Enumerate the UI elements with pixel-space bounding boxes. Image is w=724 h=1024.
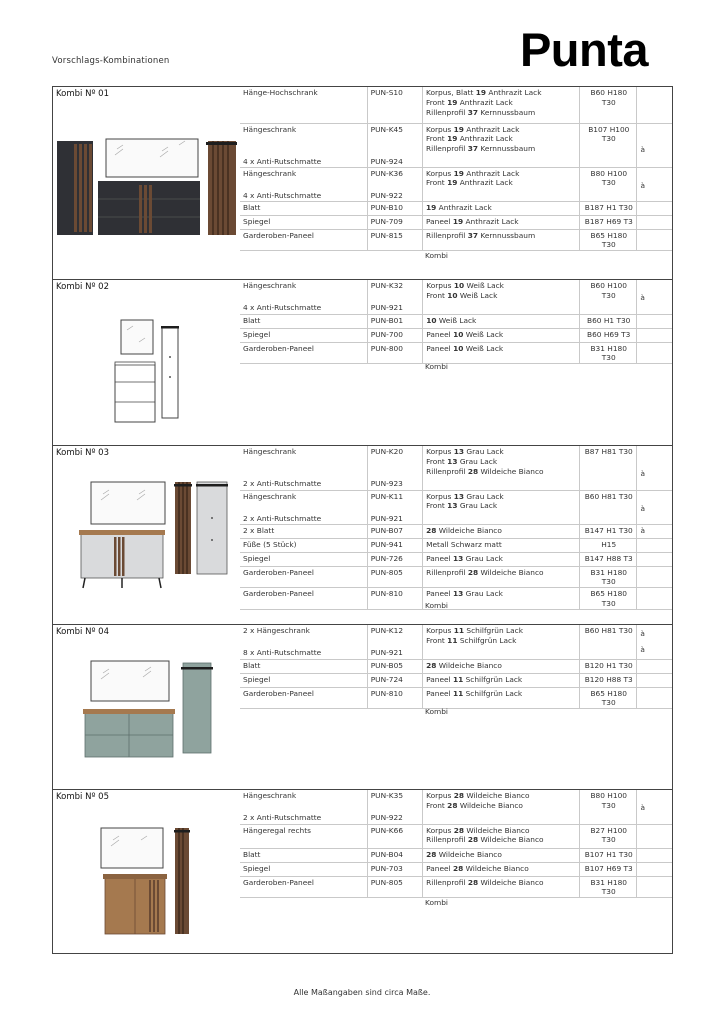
item-desc: Korpus 19 Anthrazit Lack Front 19 Anthrazit Lack <box>423 167 580 201</box>
item-dimensions: B31 H180 T30 <box>580 566 637 588</box>
item-unit: à <box>637 790 672 824</box>
mirror-icon <box>106 139 198 177</box>
cabinet-icon <box>103 874 167 934</box>
item-name: Spiegel <box>240 328 367 342</box>
furniture-illustration <box>57 812 237 942</box>
item-dimensions: B65 H180 T30 <box>580 588 637 610</box>
item-desc: 10 Weiß Lack <box>423 314 580 328</box>
table-row <box>240 524 672 538</box>
item-name: Hängeschrank 4 x Anti-Rutschmatte <box>240 280 367 314</box>
table-row <box>240 314 672 328</box>
coat-panel-icon <box>196 482 228 574</box>
product-table <box>240 446 672 610</box>
item-name: 2 x Hängeschrank 8 x Anti-Rutschmatte <box>240 625 367 659</box>
item-desc: Paneel 13 Grau Lack <box>423 588 580 610</box>
table-row <box>240 215 672 229</box>
item-name: Garderoben-Paneel <box>240 566 367 588</box>
table-row <box>240 342 672 364</box>
item-code: PUN-810 <box>367 588 422 610</box>
item-code: PUN-810 <box>367 687 422 709</box>
item-desc: Paneel 10 Weiß Lack <box>423 328 580 342</box>
item-unit: à à <box>637 625 672 659</box>
item-code: PUN-K66 <box>367 824 422 848</box>
mirror-icon <box>101 828 163 868</box>
item-desc: Paneel 13 Grau Lack <box>423 552 580 566</box>
footer-note: Alle Maßangaben sind circa Maße. <box>293 988 431 997</box>
table-row <box>240 588 672 610</box>
hochschrank-icon <box>57 141 93 235</box>
kombi-title: Kombi Nº 02 <box>56 282 109 292</box>
table-row <box>240 123 672 167</box>
item-name: Hänge-Hochschrank <box>240 87 367 123</box>
item-desc: Paneel 11 Schilfgrün Lack <box>423 673 580 687</box>
item-code: PUN-709 <box>367 215 422 229</box>
item-code: PUN-805 <box>367 876 422 898</box>
item-unit: à <box>637 490 672 524</box>
table-row <box>240 659 672 673</box>
item-name: Füße (5 Stück) <box>240 538 367 552</box>
table-row <box>240 446 672 490</box>
item-desc: Rillenprofil 28 Wildeiche Bianco <box>423 566 580 588</box>
kombi-label: Kombi <box>425 898 448 907</box>
kombi-section-04 <box>53 625 672 790</box>
item-code: PUN-K45 PUN-924 <box>367 123 422 167</box>
kombi-section-01 <box>53 87 672 280</box>
item-name: Blatt <box>240 201 367 215</box>
table-row <box>240 538 672 552</box>
sideboard-icon <box>98 181 200 235</box>
item-dimensions: B187 H69 T3 <box>580 215 637 229</box>
item-name: Hängeschrank 2 x Anti-Rutschmatte <box>240 446 367 490</box>
table-row <box>240 848 672 862</box>
kombi-title: Kombi Nº 04 <box>56 627 109 637</box>
item-name: Garderoben-Paneel <box>240 342 367 364</box>
item-dimensions: B60 H180 T30 <box>580 87 637 123</box>
item-desc: Korpus 28 Wildeiche Bianco Front 28 Wildeiche Bianco <box>423 790 580 824</box>
kombi-label: Kombi <box>425 601 448 610</box>
item-code: PUN-B10 <box>367 201 422 215</box>
item-unit <box>637 848 672 862</box>
item-dimensions: B65 H180 T30 <box>580 229 637 251</box>
item-dimensions: B147 H88 T3 <box>580 552 637 566</box>
item-code: PUN-K11 PUN-921 <box>367 490 422 524</box>
coat-panel-icon <box>161 326 179 418</box>
item-dimensions: B187 H1 T30 <box>580 201 637 215</box>
coat-panel-icon <box>174 828 190 934</box>
table-row <box>240 790 672 824</box>
item-desc: Korpus 11 Schilfgrün Lack Front 11 Schilfgrün Lack <box>423 625 580 659</box>
item-dimensions: B60 H69 T3 <box>579 328 636 342</box>
item-name: Hängeschrank 2 x Anti-Rutschmatte <box>240 490 367 524</box>
item-name: Garderoben-Paneel <box>240 588 367 610</box>
item-unit <box>637 314 672 328</box>
kombi-section-03 <box>53 446 672 625</box>
item-desc: 28 Wildeiche Bianco <box>423 848 580 862</box>
item-unit <box>637 342 672 364</box>
item-dimensions: B31 H180 T30 <box>580 876 637 898</box>
item-name: Blatt <box>240 659 367 673</box>
table-row <box>240 876 672 898</box>
item-name: Blatt <box>240 314 367 328</box>
item-unit <box>637 552 672 566</box>
kombi-title: Kombi Nº 03 <box>56 448 109 458</box>
item-desc: Paneel 11 Schilfgrün Lack <box>423 687 580 709</box>
item-code: PUN-K20 PUN-923 <box>367 446 422 490</box>
item-dimensions: B87 H81 T30 <box>580 446 637 490</box>
product-table <box>240 625 672 709</box>
furniture-illustration <box>57 109 237 239</box>
item-unit <box>637 87 672 123</box>
item-unit: à <box>637 167 672 201</box>
item-unit: à <box>637 446 672 490</box>
product-table <box>240 790 672 898</box>
kombi-label: Kombi <box>425 362 448 371</box>
item-desc: Metall Schwarz matt <box>423 538 580 552</box>
item-unit: à <box>637 524 672 538</box>
item-name: Spiegel <box>240 673 367 687</box>
table-row <box>240 87 672 123</box>
item-unit <box>637 201 672 215</box>
item-code: PUN-941 <box>367 538 422 552</box>
item-code: PUN-724 <box>367 673 422 687</box>
item-code: PUN-B07 <box>367 524 422 538</box>
item-desc: Paneel 19 Anthrazit Lack <box>423 215 580 229</box>
item-name: Garderoben-Paneel <box>240 229 367 251</box>
item-dimensions: B120 H1 T30 <box>580 659 637 673</box>
kombi-title: Kombi Nº 05 <box>56 792 109 802</box>
item-desc: Paneel 10 Weiß Lack <box>423 342 580 364</box>
item-code: PUN-B04 <box>367 848 422 862</box>
coat-panel-icon <box>206 141 237 235</box>
table-row <box>240 167 672 201</box>
item-code: PUN-K32 PUN-921 <box>367 280 422 314</box>
item-unit <box>637 215 672 229</box>
table-row <box>240 280 672 314</box>
item-unit <box>637 538 672 552</box>
furniture-illustration <box>57 302 237 432</box>
mirror-icon <box>121 320 153 354</box>
combination-sheet <box>52 86 673 954</box>
item-name: Blatt <box>240 848 367 862</box>
item-unit <box>637 328 672 342</box>
item-unit: à <box>637 123 672 167</box>
page-subtitle: Vorschlags-Kombinationen <box>52 56 170 66</box>
item-dimensions: B27 H100 T30 <box>580 824 637 848</box>
kombi-section-05 <box>53 790 672 953</box>
brand-logo: Punta <box>519 23 648 76</box>
item-unit <box>637 588 672 610</box>
item-unit <box>637 687 672 709</box>
item-dimensions: B60 H81 T30 <box>580 490 637 524</box>
item-name: Spiegel <box>240 862 367 876</box>
item-name: Hängeregal rechts <box>240 824 367 848</box>
item-code: PUN-S10 <box>367 87 422 123</box>
item-code: PUN-726 <box>367 552 422 566</box>
kombi-section-02 <box>53 280 672 446</box>
furniture-illustration <box>57 647 237 777</box>
item-code: PUN-805 <box>367 566 422 588</box>
cabinet-icon <box>115 362 155 422</box>
item-desc: Korpus 28 Wildeiche Bianco Rillenprofil 28 Wildeiche Bianco <box>423 824 580 848</box>
item-desc: Korpus 13 Grau Lack Front 13 Grau Lack <box>423 490 580 524</box>
item-unit <box>637 566 672 588</box>
item-name: Hängeschrank 4 x Anti-Rutschmatte <box>240 123 367 167</box>
table-row <box>240 566 672 588</box>
table-row <box>240 328 672 342</box>
mirror-icon <box>91 482 165 524</box>
table-row <box>240 229 672 251</box>
item-code: PUN-B01 <box>367 314 422 328</box>
item-unit: à <box>637 280 672 314</box>
item-code: PUN-703 <box>367 862 422 876</box>
item-unit <box>637 824 672 848</box>
item-dimensions: B60 H81 T30 <box>580 625 637 659</box>
item-unit <box>637 862 672 876</box>
item-desc: Paneel 28 Wildeiche Bianco <box>423 862 580 876</box>
item-unit <box>637 229 672 251</box>
item-dimensions: B65 H180 T30 <box>580 687 637 709</box>
item-name: Garderoben-Paneel <box>240 687 367 709</box>
table-row <box>240 625 672 659</box>
item-desc: 28 Wildeiche Bianco <box>423 659 580 673</box>
item-desc: Korpus 19 Anthrazit Lack Front 19 Anthrazit Lack Rillenprofil 37 Kernnussbaum <box>423 123 580 167</box>
item-desc: Korpus 10 Weiß Lack Front 10 Weiß Lack <box>423 280 580 314</box>
item-name: Garderoben-Paneel <box>240 876 367 898</box>
coat-panel-icon <box>181 663 213 753</box>
furniture-illustration <box>57 468 237 598</box>
coat-panel-icon <box>174 482 192 574</box>
item-dimensions: B147 H1 T30 <box>580 524 637 538</box>
item-name: 2 x Blatt <box>240 524 367 538</box>
item-dimensions: B120 H88 T3 <box>580 673 637 687</box>
sideboard-icon <box>83 709 175 757</box>
table-row <box>240 201 672 215</box>
product-table <box>240 87 672 251</box>
item-dimensions: B60 H1 T30 <box>579 314 636 328</box>
item-name: Hängeschrank 2 x Anti-Rutschmatte <box>240 790 367 824</box>
item-name: Spiegel <box>240 215 367 229</box>
item-name: Hängeschrank 4 x Anti-Rutschmatte <box>240 167 367 201</box>
item-code: PUN-700 <box>367 328 422 342</box>
product-table <box>240 280 672 364</box>
item-dimensions: H15 <box>580 538 637 552</box>
table-row <box>240 862 672 876</box>
item-desc: 19 Anthrazit Lack <box>423 201 580 215</box>
item-dimensions: B80 H100 T30 <box>580 790 637 824</box>
sideboard-icon <box>79 530 165 588</box>
item-unit <box>637 876 672 898</box>
item-code: PUN-B05 <box>367 659 422 673</box>
item-desc: Rillenprofil 28 Wildeiche Bianco <box>423 876 580 898</box>
item-dimensions: B107 H69 T3 <box>580 862 637 876</box>
mirror-icon <box>91 661 169 701</box>
table-row <box>240 552 672 566</box>
item-dimensions: B60 H100 T30 <box>579 280 636 314</box>
table-row <box>240 673 672 687</box>
item-dimensions: B80 H100 T30 <box>580 167 637 201</box>
item-desc: Korpus 13 Grau Lack Front 13 Grau Lack Rillenprofil 28 Wildeiche Bianco <box>423 446 580 490</box>
kombi-label: Kombi <box>425 707 448 716</box>
table-row <box>240 490 672 524</box>
item-unit <box>637 673 672 687</box>
item-code: PUN-K12 PUN-921 <box>367 625 422 659</box>
kombi-label: Kombi <box>425 251 448 260</box>
table-row <box>240 687 672 709</box>
item-dimensions: B107 H100 T30 <box>580 123 637 167</box>
item-name: Spiegel <box>240 552 367 566</box>
item-desc: Rillenprofil 37 Kernnussbaum <box>423 229 580 251</box>
item-desc: 28 Wildeiche Bianco <box>423 524 580 538</box>
item-code: PUN-815 <box>367 229 422 251</box>
item-dimensions: B31 H180 T30 <box>579 342 636 364</box>
item-dimensions: B107 H1 T30 <box>580 848 637 862</box>
item-desc: Korpus, Blatt 19 Anthrazit Lack Front 19 Anthrazit Lack Rillenprofil 37 Kernnussbaum <box>423 87 580 123</box>
item-code: PUN-800 <box>367 342 422 364</box>
kombi-title: Kombi Nº 01 <box>56 89 109 99</box>
table-row <box>240 824 672 848</box>
item-code: PUN-K35 PUN-922 <box>367 790 422 824</box>
item-unit <box>637 659 672 673</box>
item-code: PUN-K36 PUN-922 <box>367 167 422 201</box>
